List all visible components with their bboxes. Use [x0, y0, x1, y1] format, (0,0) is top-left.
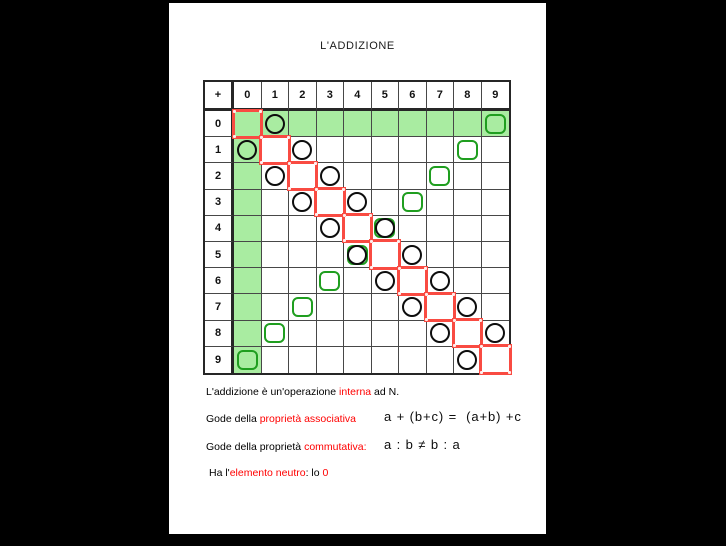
grid-cell-2-9 [482, 163, 510, 189]
grid-row-header-4: 4 [205, 216, 234, 242]
circle-mark [292, 140, 312, 160]
grid-cell-3-7 [427, 190, 455, 216]
grid-cell-0-3 [317, 111, 345, 137]
text-run: Gode della proprietà [206, 441, 305, 453]
text-run: Ha l' [209, 467, 230, 479]
grid-cell-3-0 [234, 190, 262, 216]
grid-cell-8-2 [289, 321, 317, 347]
grid-row-header-1: 1 [205, 137, 234, 163]
grid-cell-3-3 [317, 190, 345, 216]
grid-cell-3-1 [262, 190, 290, 216]
grid-cell-4-3 [317, 216, 345, 242]
grid-cell-5-7 [427, 242, 455, 268]
grid-cell-2-2 [289, 163, 317, 189]
grid-cell-4-6 [399, 216, 427, 242]
text-run: Gode della [206, 413, 260, 425]
grid-cell-9-6 [399, 347, 427, 373]
grid-cell-0-5 [372, 111, 400, 137]
circle-mark [485, 323, 505, 343]
grid-cell-4-0 [234, 216, 262, 242]
grid-cell-4-2 [289, 216, 317, 242]
grid-cell-5-3 [317, 242, 345, 268]
grid-cell-5-2 [289, 242, 317, 268]
grid-cell-7-3 [317, 294, 345, 320]
grid-cell-5-4 [344, 242, 372, 268]
grid-cell-0-1 [262, 111, 290, 137]
grid-cell-5-1 [262, 242, 290, 268]
text-run: L'addizione è un'operazione [206, 386, 340, 398]
circle-mark [237, 140, 257, 160]
grid-cell-7-2 [289, 294, 317, 320]
grid-cell-8-7 [427, 321, 455, 347]
grid-cell-2-8 [454, 163, 482, 189]
grid-cell-0-8 [454, 111, 482, 137]
grid-row-header-5: 5 [205, 242, 234, 268]
grid-cell-2-7 [427, 163, 455, 189]
circle-mark [402, 297, 422, 317]
green-square-mark [292, 297, 313, 317]
text-run: proprietà associativa [259, 413, 357, 425]
grid-cell-3-4 [344, 190, 372, 216]
grid-cell-6-3 [317, 268, 345, 294]
circle-mark [347, 192, 367, 212]
grid-cell-9-2 [289, 347, 317, 373]
grid-cell-7-7 [427, 294, 455, 320]
grid-cell-5-6 [399, 242, 427, 268]
grid-col-header-1: 1 [262, 82, 290, 111]
grid-cell-2-4 [344, 163, 372, 189]
grid-cell-3-8 [454, 190, 482, 216]
grid-cell-8-3 [317, 321, 345, 347]
grid-cell-0-7 [427, 111, 455, 137]
grid-cell-7-1 [262, 294, 290, 320]
addition-table [203, 80, 511, 375]
grid-row-header-0: 0 [205, 111, 234, 137]
grid-cell-9-8 [454, 347, 482, 373]
grid-cell-1-0 [234, 137, 262, 163]
grid-col-header-7: 7 [427, 82, 455, 111]
grid-cell-0-6 [399, 111, 427, 137]
grid-row-header-6: 6 [205, 268, 234, 294]
grid-cell-1-9 [482, 137, 510, 163]
slide-page [169, 3, 546, 534]
circle-mark [402, 245, 422, 265]
grid-cell-3-6 [399, 190, 427, 216]
grid-cell-4-8 [454, 216, 482, 242]
note-neutral-element [169, 467, 546, 487]
grid-cell-4-9 [482, 216, 510, 242]
grid-cell-6-8 [454, 268, 482, 294]
grid-cell-7-9 [482, 294, 510, 320]
green-square-mark [429, 166, 450, 186]
circle-mark [457, 350, 477, 370]
slide-title: L'ADDIZIONE [320, 40, 395, 52]
note-associative-property [169, 409, 546, 433]
grid-cell-5-9 [482, 242, 510, 268]
grid-cell-7-8 [454, 294, 482, 320]
grid-cell-6-1 [262, 268, 290, 294]
circle-mark [430, 323, 450, 343]
circle-mark [320, 166, 340, 186]
grid-cell-9-5 [372, 347, 400, 373]
circle-mark [265, 114, 285, 134]
note-commutative-property [169, 437, 546, 461]
grid-cell-9-7 [427, 347, 455, 373]
grid-cell-0-4 [344, 111, 372, 137]
grid-col-header-5: 5 [372, 82, 400, 111]
grid-cell-6-9 [482, 268, 510, 294]
grid-cell-8-0 [234, 321, 262, 347]
circle-mark [375, 218, 395, 238]
grid-cell-2-1 [262, 163, 290, 189]
circle-mark [430, 271, 450, 291]
circle-mark [320, 218, 340, 238]
grid-cell-9-9 [482, 347, 510, 373]
grid-cell-3-5 [372, 190, 400, 216]
grid-cell-8-6 [399, 321, 427, 347]
circle-mark [292, 192, 312, 212]
grid-cell-9-0 [234, 347, 262, 373]
grid-cell-8-1 [262, 321, 290, 347]
grid-cell-6-2 [289, 268, 317, 294]
grid-cell-0-2 [289, 111, 317, 137]
grid-cell-9-3 [317, 347, 345, 373]
grid-cell-1-7 [427, 137, 455, 163]
grid-cell-4-4 [344, 216, 372, 242]
grid-cell-6-5 [372, 268, 400, 294]
grid-cell-2-0 [234, 163, 262, 189]
green-square-mark [457, 140, 478, 160]
grid-cell-2-5 [372, 163, 400, 189]
circle-mark [375, 271, 395, 291]
grid-cell-8-5 [372, 321, 400, 347]
grid-col-header-3: 3 [317, 82, 345, 111]
note-internal-operation [169, 386, 546, 406]
grid-row-header-7: 7 [205, 294, 234, 320]
grid-cell-0-0 [234, 111, 262, 137]
grid-col-header-8: 8 [454, 82, 482, 111]
commutative-formula: a : b ≠ b : a [384, 437, 461, 452]
grid-cell-1-3 [317, 137, 345, 163]
grid-cell-4-5 [372, 216, 400, 242]
grid-col-header-6: 6 [399, 82, 427, 111]
grid-cell-6-0 [234, 268, 262, 294]
text-run: : lo [305, 467, 323, 479]
grid-col-header-4: 4 [344, 82, 372, 111]
associative-formula: a + (b+c) = (a+b) +c [384, 409, 522, 424]
grid-cell-0-9 [482, 111, 510, 137]
green-square-mark [237, 350, 258, 370]
note-commutative-label [206, 441, 367, 453]
grid-row-header-3: 3 [205, 190, 234, 216]
grid-row-header-2: 2 [205, 163, 234, 189]
text-run: elemento neutro [229, 467, 306, 479]
green-square-mark [264, 323, 285, 343]
grid-cell-2-3 [317, 163, 345, 189]
grid-cell-4-1 [262, 216, 290, 242]
grid-cell-1-8 [454, 137, 482, 163]
grid-cell-5-0 [234, 242, 262, 268]
grid-cell-1-4 [344, 137, 372, 163]
grid-cell-8-8 [454, 321, 482, 347]
grid-cell-8-9 [482, 321, 510, 347]
grid-row-header-8: 8 [205, 321, 234, 347]
text-run: commutativa: [304, 441, 367, 453]
grid-cell-9-4 [344, 347, 372, 373]
grid-cell-3-2 [289, 190, 317, 216]
grid-cell-1-6 [399, 137, 427, 163]
red-square-mark [479, 344, 512, 375]
grid-col-header-9: 9 [482, 82, 510, 111]
green-square-mark [319, 271, 340, 291]
grid-cell-1-5 [372, 137, 400, 163]
grid-cell-3-9 [482, 190, 510, 216]
grid-cell-7-6 [399, 294, 427, 320]
grid-cell-6-4 [344, 268, 372, 294]
grid-col-header-2: 2 [289, 82, 317, 111]
grid-cell-1-2 [289, 137, 317, 163]
circle-mark [457, 297, 477, 317]
grid-cell-6-6 [399, 268, 427, 294]
note-internal-operation-text [206, 386, 399, 398]
text-run: 0 [322, 467, 329, 479]
grid-row-header-9: 9 [205, 347, 234, 373]
grid-cell-6-7 [427, 268, 455, 294]
text-run: ad N. [371, 386, 400, 398]
grid-cell-1-1 [262, 137, 290, 163]
circle-mark [347, 245, 367, 265]
grid-cell-5-8 [454, 242, 482, 268]
text-run: interna [339, 386, 372, 398]
grid-cell-7-0 [234, 294, 262, 320]
grid-cell-2-6 [399, 163, 427, 189]
grid-cell-9-1 [262, 347, 290, 373]
circle-mark [265, 166, 285, 186]
grid-cell-5-5 [372, 242, 400, 268]
green-square-mark [402, 192, 423, 212]
grid-cell-8-4 [344, 321, 372, 347]
grid-corner-cell: + [205, 82, 234, 111]
note-associative-label [206, 413, 356, 425]
grid-cell-7-4 [344, 294, 372, 320]
grid-cell-7-5 [372, 294, 400, 320]
note-neutral-element-text [209, 467, 328, 479]
grid-cell-4-7 [427, 216, 455, 242]
grid-col-header-0: 0 [234, 82, 262, 111]
green-square-mark [485, 114, 506, 134]
